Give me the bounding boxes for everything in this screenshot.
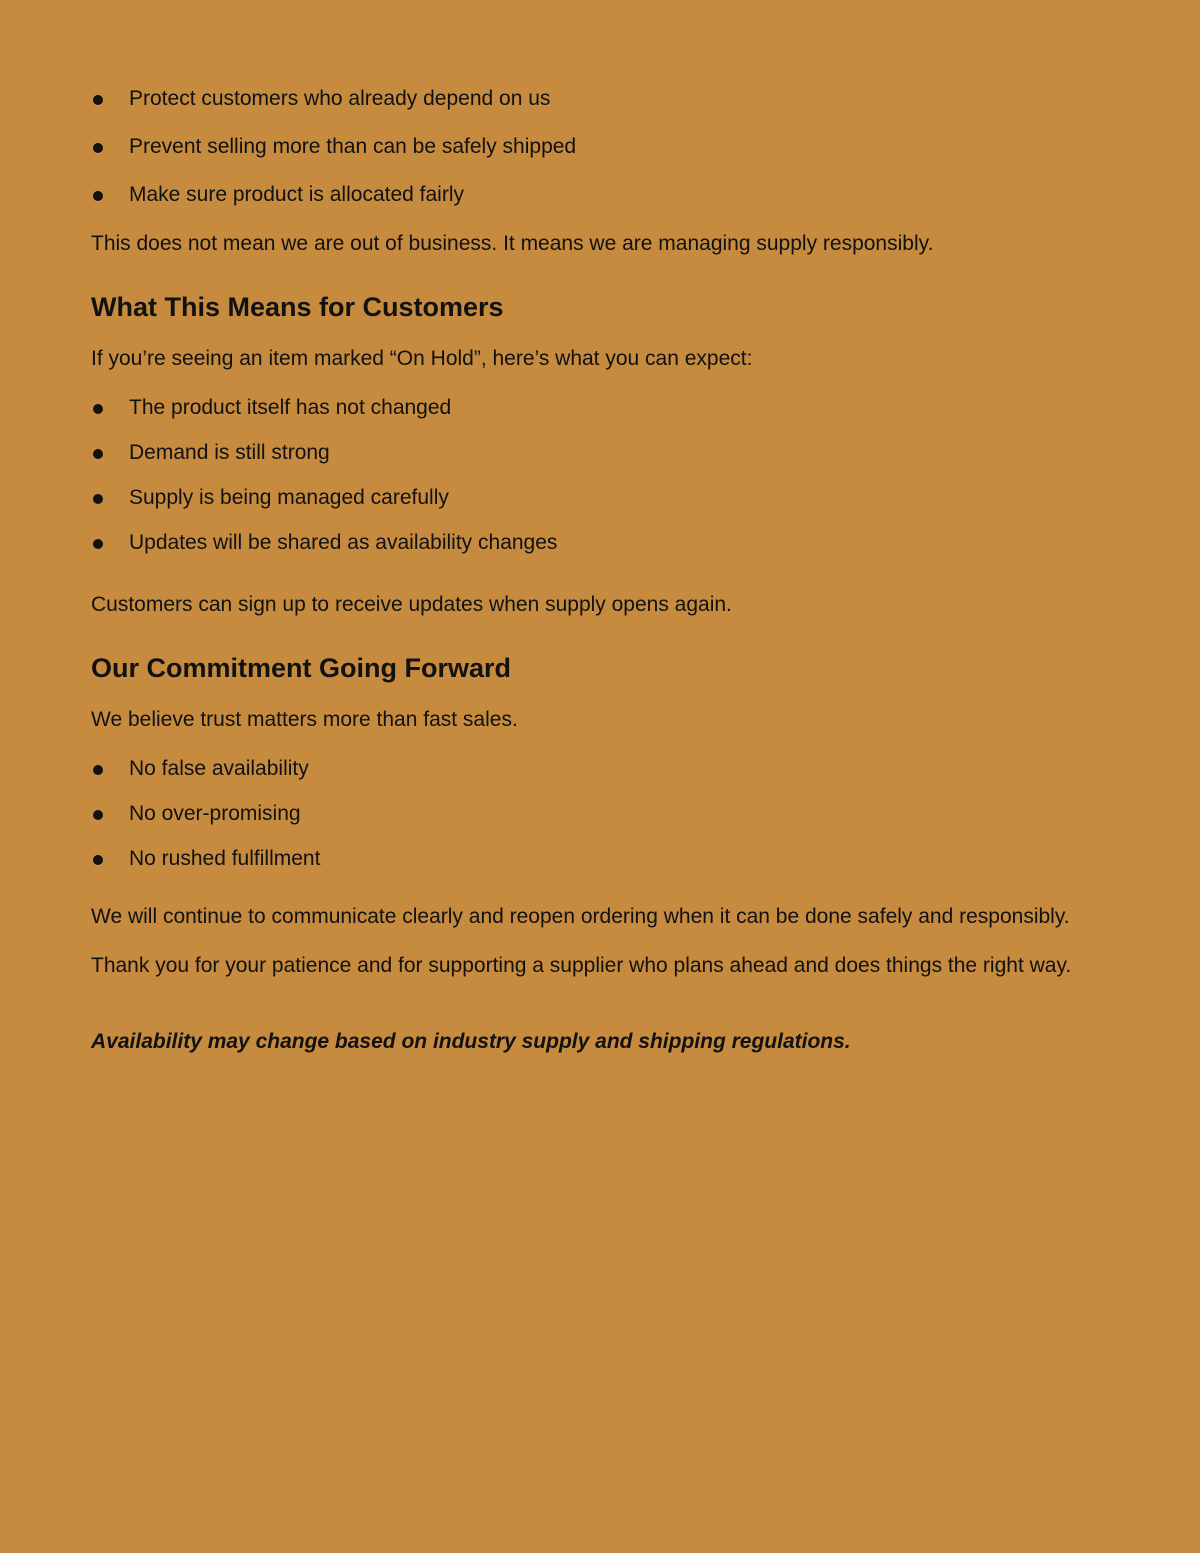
bullet-icon [93, 765, 103, 775]
list-item [91, 483, 1120, 513]
list-item [91, 754, 1120, 784]
availability-note: Availability may change based on industry supply and shipping regulations. [91, 1030, 851, 1053]
bullet-text: Protect customers who already depend on us [129, 87, 551, 110]
bullet-text: No rushed fulfillment [129, 847, 321, 870]
list-item [91, 132, 1120, 162]
bullet-text: Prevent selling more than can be safely shipped [129, 135, 577, 158]
bullet-text: Updates will be shared as availability changes [129, 531, 558, 554]
bullet-text: Make sure product is allocated fairly [129, 183, 464, 206]
list-item [91, 393, 1120, 423]
business-statement: This does not mean we are out of business. It means we are managing supply responsibly. [91, 232, 934, 255]
list-item [91, 844, 1120, 874]
list-item [91, 528, 1120, 558]
bullet-text: Demand is still strong [129, 441, 330, 464]
bullet-text: No false availability [129, 757, 309, 780]
intro-bullet-list [91, 84, 1120, 210]
bullet-icon [93, 810, 103, 820]
commitment-intro: We believe trust matters more than fast sales. [91, 708, 518, 731]
signup-note: Customers can sign up to receive updates when supply opens again. [91, 593, 732, 616]
bullet-text: The product itself has not changed [129, 396, 452, 419]
list-item [91, 799, 1120, 829]
bullet-icon [93, 404, 103, 414]
bullet-text: No over-promising [129, 802, 301, 825]
bullet-icon [93, 539, 103, 549]
list-item [91, 84, 1120, 114]
customers-heading: What This Means for Customers [91, 292, 504, 322]
bullet-icon [93, 494, 103, 504]
bullet-icon [93, 449, 103, 459]
commitment-bullet-list [91, 754, 1120, 874]
commitment-heading: Our Commitment Going Forward [91, 653, 512, 683]
customers-intro: If you’re seeing an item marked “On Hold”, here’s what you can expect: [91, 347, 753, 370]
thanks-statement: Thank you for your patience and for supporting a supplier who plans ahead and does things the right way. [91, 954, 1072, 977]
bullet-icon [93, 95, 103, 105]
bullet-icon [93, 191, 103, 201]
list-item [91, 438, 1120, 468]
bullet-icon [93, 143, 103, 153]
customers-bullet-list [91, 393, 1120, 558]
bullet-text: Supply is being managed carefully [129, 486, 449, 509]
communication-statement: We will continue to communicate clearly and reopen ordering when it can be done safely and responsibly. [91, 905, 1070, 928]
list-item [91, 180, 1120, 210]
bullet-icon [93, 855, 103, 865]
